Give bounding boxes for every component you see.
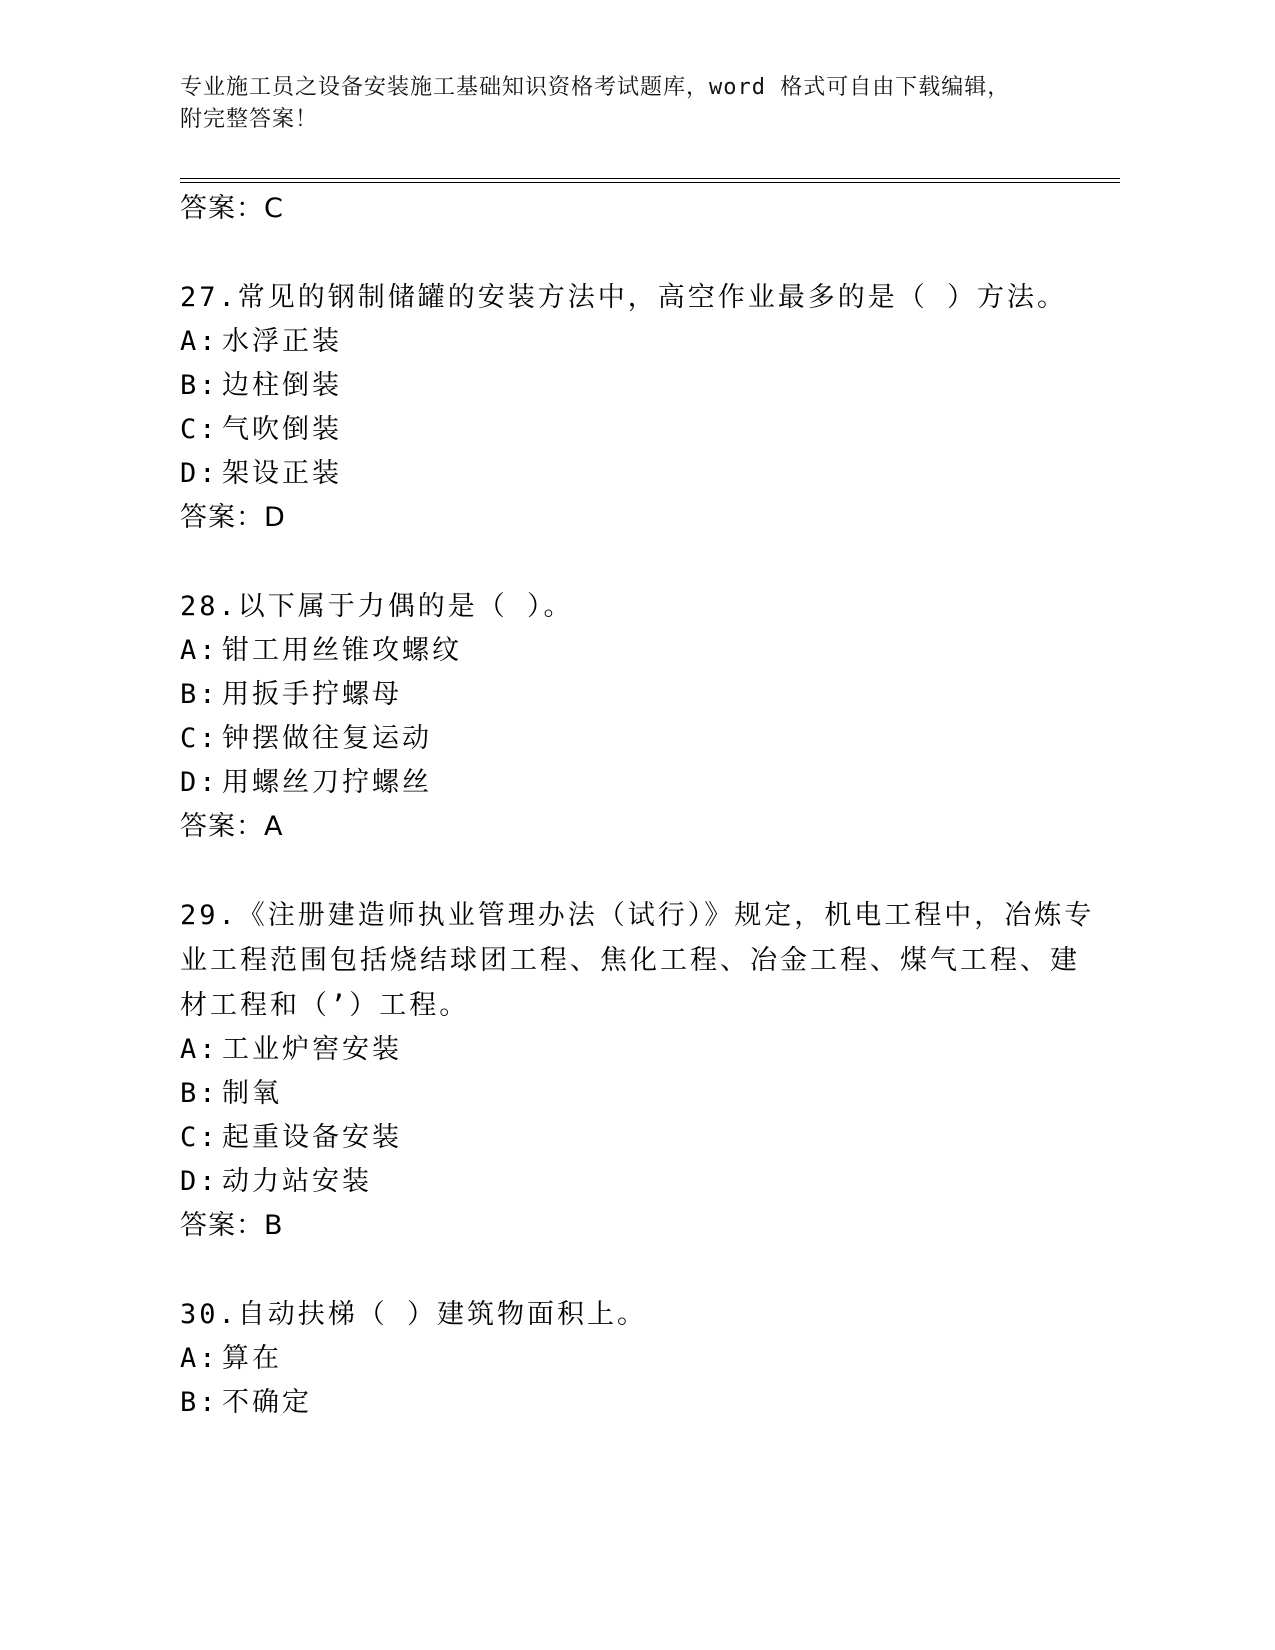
answer-prev: 答案：C [180,193,284,224]
question-30 [180,1292,1100,1425]
question-text: 30.自动扶梯（ ）建筑物面积上。 [180,1299,648,1330]
answer: 答案：D [180,502,286,533]
option-b: B: 边柱倒装 [180,370,342,401]
answer: 答案：A [180,811,284,842]
answer: 答案：B [180,1210,284,1241]
option-a: A: 工业炉窖安装 [180,1034,402,1065]
option-b: B: 不确定 [180,1387,312,1418]
header-divider [180,178,1120,183]
question-27 [180,275,1100,540]
document-header [180,72,1060,136]
option-a: A: 水浮正装 [180,326,342,357]
question-text-line-2: 业工程范围包括烧结球团工程、焦化工程、冶金工程、煤气工程、建 [180,945,1080,976]
question-text: 28.以下属于力偶的是（ ）。 [180,591,574,622]
question-28 [180,584,1100,849]
option-c: C: 起重设备安装 [180,1122,402,1153]
question-text-line-1: 29.《注册建造师执业管理办法（试行）》规定，机电工程中，冶炼专 [180,900,1095,931]
question-text-line-3: 材工程和（’）工程。 [180,990,470,1021]
option-d: D: 用螺丝刀拧螺丝 [180,767,432,798]
option-b: B: 用扳手拧螺母 [180,679,402,710]
document-body [180,187,1100,1425]
option-c: C: 气吹倒装 [180,414,342,445]
question-29 [180,893,1100,1248]
option-a: A: 钳工用丝锥攻螺纹 [180,635,462,666]
question-text: 27.常见的钢制储罐的安装方法中，高空作业最多的是（ ）方法。 [180,282,1068,313]
option-a: A: 算在 [180,1343,282,1374]
header-line-2: 附完整答案！ [180,107,319,132]
option-d: D: 架设正装 [180,458,342,489]
option-c: C: 钟摆做往复运动 [180,723,432,754]
option-d: D: 动力站安装 [180,1166,372,1197]
header-line-1: 专业施工员之设备安装施工基础知识资格考试题库，word 格式可自由下载编辑， [180,75,1011,100]
option-b: B: 制氧 [180,1078,282,1109]
